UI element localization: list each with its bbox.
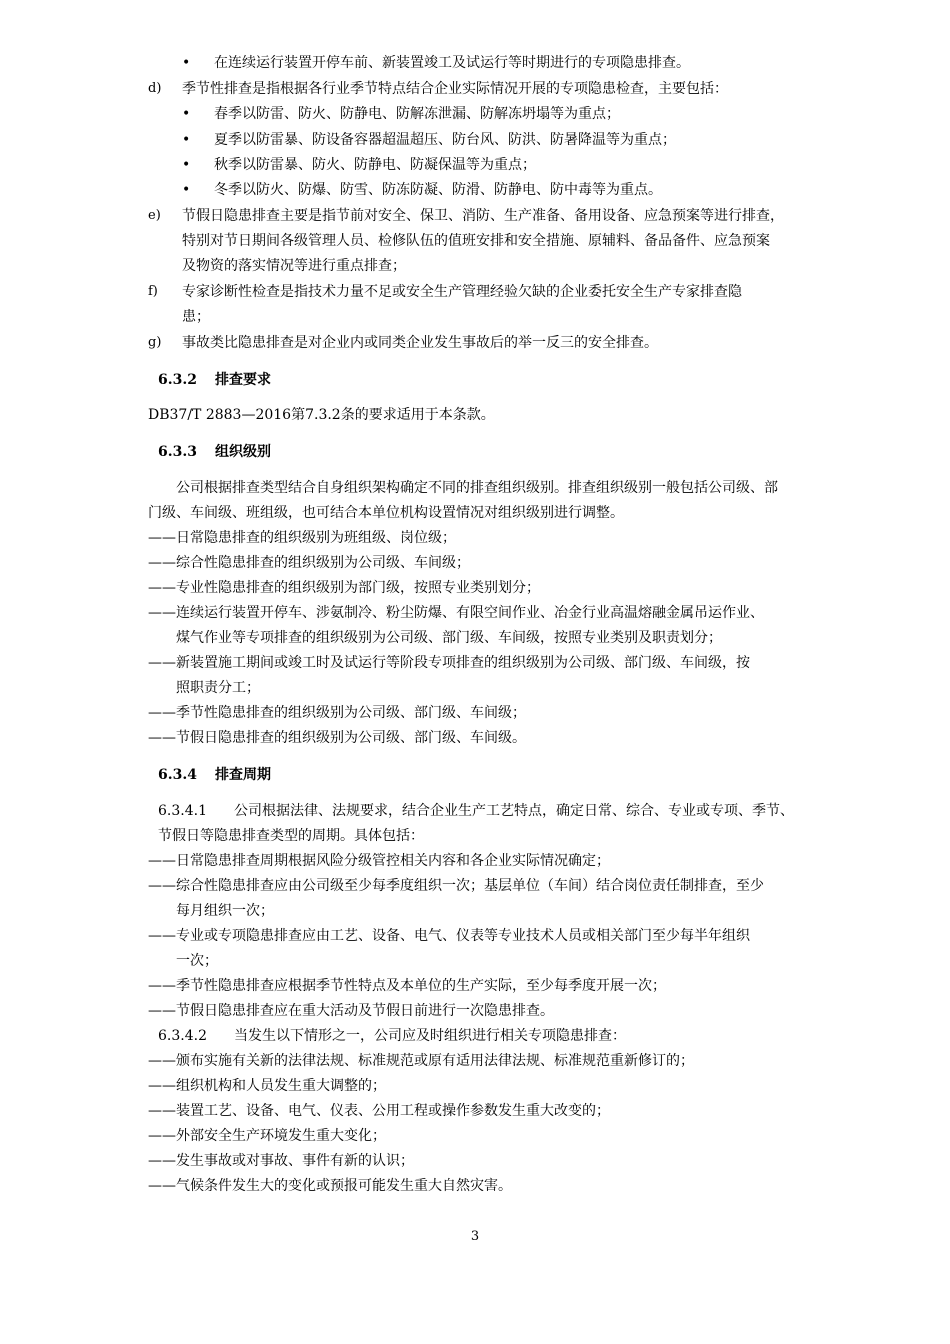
bullet-text: 冬季以防火、防爆、防雪、防冻防凝、防滑、防静电、防中毒等为重点。 <box>214 182 662 198</box>
bullet-dot: • <box>182 132 191 148</box>
page-number: 3 <box>470 1229 480 1244</box>
dash-item: ——专业性隐患排查的组织级别为部门级，按照专业类别划分； <box>148 580 540 596</box>
paragraph: 公司根据法律、法规要求，结合企业生产工艺特点，确定日常、综合、专业或专项、季节、 <box>234 803 794 819</box>
dash-item-cont: 照职责分工； <box>176 680 260 696</box>
section-number: 6.3.4 <box>158 767 197 783</box>
dash-item: ——节假日隐患排查的组织级别为公司级、部门级、车间级。 <box>148 730 526 746</box>
dash-item: ——日常隐患排查周期根据风险分级管控相关内容和各企业实际情况确定； <box>148 853 610 869</box>
dash-item: ——颁布实施有关新的法律法规、标准规范或原有适用法律法规、标准规范重新修订的； <box>148 1053 694 1069</box>
section-number: 6.3.2 <box>158 372 197 388</box>
list-label: g) <box>148 335 162 350</box>
section-number: 6.3.3 <box>158 444 197 460</box>
list-item-text: 及物资的落实情况等进行重点排查； <box>182 258 406 274</box>
dash-item: ——季节性隐患排查应根据季节性特点及本单位的生产实际，至少每季度开展一次； <box>148 978 666 994</box>
dash-item-cont: 每月组织一次； <box>176 903 274 919</box>
paragraph: DB37/T 2883—2016第7.3.2条的要求适用于本条款。 <box>148 407 495 423</box>
list-label: e) <box>148 208 161 223</box>
paragraph: 公司根据排查类型结合自身组织架构确定不同的排查组织级别。排查组织级别一般包括公司级、部 <box>176 480 778 496</box>
list-item-text: 专家诊断性检查是指技术力量不足或安全生产管理经验欠缺的企业委托安全生产专家排查隐 <box>182 284 742 300</box>
dash-item: ——日常隐患排查的组织级别为班组级、岗位级； <box>148 530 456 546</box>
paragraph: 当发生以下情形之一，公司应及时组织进行相关专项隐患排查： <box>234 1028 626 1044</box>
list-item-text: 特别对节日期间各级管理人员、检修队伍的值班安排和安全措施、原辅料、备品备件、应急预案 <box>182 233 770 249</box>
list-label: d) <box>148 81 162 96</box>
dash-item: ——综合性隐患排查的组织级别为公司级、车间级； <box>148 555 470 571</box>
bullet-dot: • <box>182 55 191 71</box>
dash-item: ——季节性隐患排查的组织级别为公司级、部门级、车间级； <box>148 705 526 721</box>
section-title: 排查要求 <box>215 372 271 388</box>
subsection-number: 6.3.4.2 <box>158 1028 207 1044</box>
dash-item: ——新装置施工期间或竣工时及试运行等阶段专项排查的组织级别为公司级、部门级、车间级，按 <box>148 655 750 671</box>
dash-item: ——发生事故或对事故、事件有新的认识； <box>148 1153 414 1169</box>
list-item-text: 节假日隐患排查主要是指节前对安全、保卫、消防、生产准备、备用设备、应急预案等进行排查， <box>182 208 784 224</box>
dash-item: ——连续运行装置开停车、涉氨制冷、粉尘防爆、有限空间作业、冶金行业高温熔融金属吊运作业、 <box>148 605 764 621</box>
dash-item-cont: 煤气作业等专项排查的组织级别为公司级、部门级、车间级，按照专业类别及职责划分； <box>176 630 722 646</box>
section-title: 组织级别 <box>215 444 271 460</box>
bullet-text: 秋季以防雷暴、防火、防静电、防凝保温等为重点； <box>214 157 536 173</box>
dash-item: ——组织机构和人员发生重大调整的； <box>148 1078 386 1094</box>
paragraph: 节假日等隐患排查类型的周期。具体包括： <box>158 828 424 844</box>
dash-item: ——综合性隐患排查应由公司级至少每季度组织一次；基层单位（车间）结合岗位责任制排查，至少 <box>148 878 764 894</box>
bullet-dot: • <box>182 157 191 173</box>
paragraph: 门级、车间级、班组级，也可结合本单位机构设置情况对组织级别进行调整。 <box>148 505 624 521</box>
bullet-text: 春季以防雷、防火、防静电、防解冻泄漏、防解冻坍塌等为重点； <box>214 106 620 122</box>
dash-item: ——装置工艺、设备、电气、仪表、公用工程或操作参数发生重大改变的； <box>148 1103 610 1119</box>
dash-item: ——气候条件发生大的变化或预报可能发生重大自然灾害。 <box>148 1178 512 1194</box>
dash-item: ——节假日隐患排查应在重大活动及节假日前进行一次隐患排查。 <box>148 1003 554 1019</box>
section-title: 排查周期 <box>215 767 271 783</box>
subsection-number: 6.3.4.1 <box>158 803 207 819</box>
list-item-text: 患； <box>182 309 210 325</box>
dash-item-cont: 一次； <box>176 953 218 969</box>
bullet-text: 夏季以防雷暴、防设备容器超温超压、防台风、防洪、防暑降温等为重点； <box>214 132 676 148</box>
dash-item: ——专业或专项隐患排查应由工艺、设备、电气、仪表等专业技术人员或相关部门至少每半年组织 <box>148 928 750 944</box>
list-label: f) <box>148 284 158 299</box>
bullet-text: 在连续运行装置开停车前、新装置竣工及试运行等时期进行的专项隐患排查。 <box>214 55 690 71</box>
bullet-dot: • <box>182 106 191 122</box>
bullet-dot: • <box>182 182 191 198</box>
list-item-text: 事故类比隐患排查是对企业内或同类企业发生事故后的举一反三的安全排查。 <box>182 335 658 351</box>
list-item-text: 季节性排查是指根据各行业季节特点结合企业实际情况开展的专项隐患检查，主要包括： <box>182 81 728 97</box>
dash-item: ——外部安全生产环境发生重大变化； <box>148 1128 386 1144</box>
